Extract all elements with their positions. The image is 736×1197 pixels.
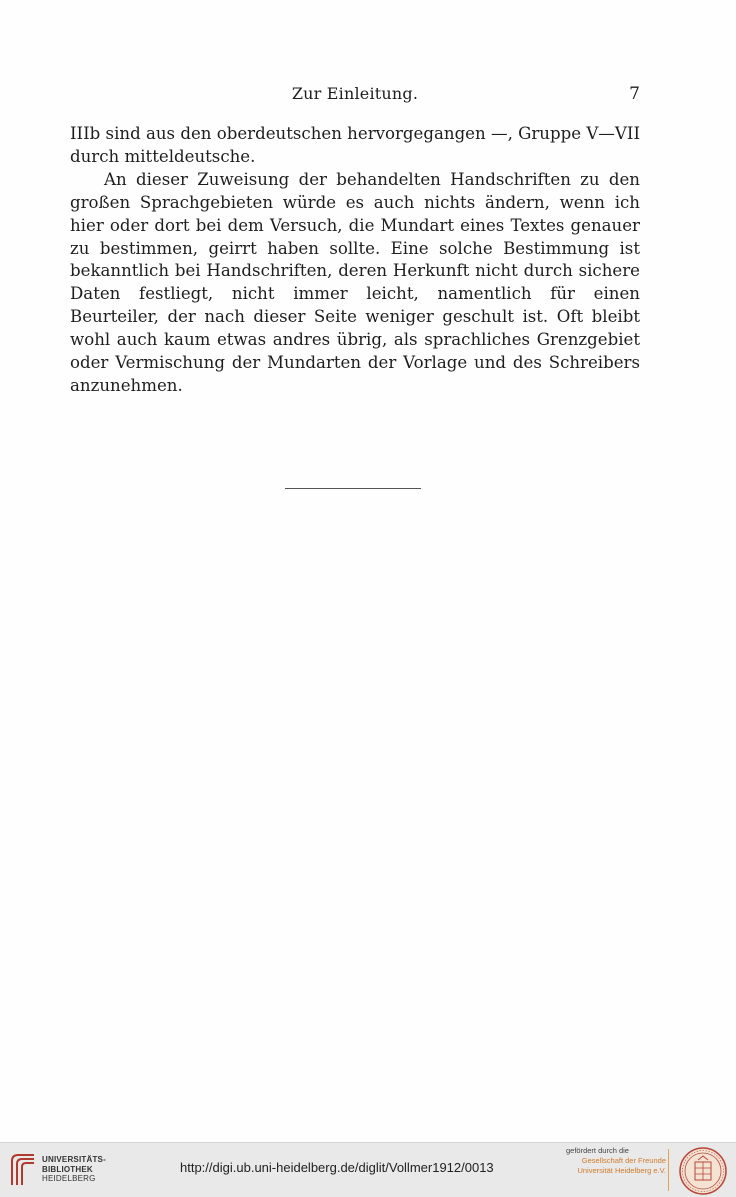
page-header [70,84,640,108]
sponsor-label: gefördert durch die [566,1146,629,1155]
sponsor-name-line: Universität Heidelberg e.V. [577,1166,666,1175]
footer-divider [668,1149,669,1191]
sponsor-block [566,1146,666,1176]
library-name-line: HEIDELBERG [42,1174,96,1183]
section-end-rule [285,488,421,489]
paragraph-continuation: IIIb sind aus den oberdeutschen hervorgegangen —, Gruppe V—VII durch mitteldeutsche. [70,124,640,166]
page-number: 7 [629,84,640,104]
sponsor-name-line: Gesellschaft der Freunde [581,1156,666,1165]
paragraph: An dieser Zuweisung der behandelten Handschriften zu den großen Sprachgebieten würde es auch nichts ändern, wenn ich hier oder dort bei dem Versuch, die Mundart eines Textes genauer zu bestimmen, geirrt haben sollte. Eine solche Bestimmung ist bekanntlich bei Handschriften, deren Herkunft nicht durch sichere Daten festliegt, nicht immer leicht, namentlich für einen Beurteiler, der nach dieser Seite weniger geschult ist. Oft bleibt wohl auch kaum etwas andres übrig, als sprachliches Grenzgebiet oder Vermischung der Mundarten der Vorlage und des Schreibers anzunehmen. [70,169,640,395]
viewer-footer [0,1142,736,1197]
permalink-url[interactable]: http://digi.ub.uni-heidelberg.de/diglit/Vollmer1912/0013 [180,1160,494,1175]
library-name [42,1155,106,1184]
body-text [70,123,640,398]
running-title: Zur Einleitung. [291,84,419,103]
university-seal-icon [678,1146,728,1196]
library-logo-icon [8,1151,38,1189]
library-name-line: BIBLIOTHEK [42,1164,93,1174]
library-name-line: UNIVERSITÄTS- [42,1155,106,1164]
